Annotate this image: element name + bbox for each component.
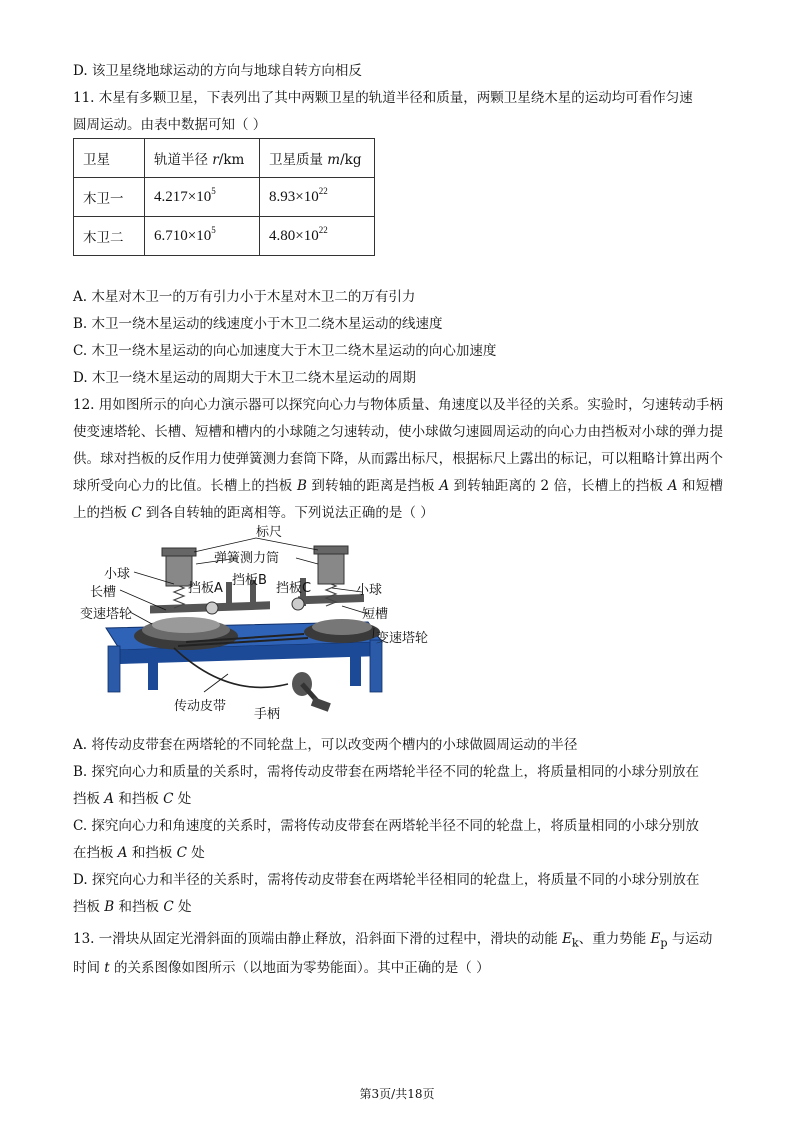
centripetal-force-apparatus-figure	[78, 524, 448, 724]
q12-stem: 12. 用如图所示的向心力演示器可以探究向心力与物体质量、角速度以及半径的关系。实验时，匀速转动手柄使变速塔轮、长槽、短槽和槽内的小球随之匀速转动，使小球做匀速圆周运动的向心力由挡板对小球的弹力提供。球对挡板的反作用力使弹簧测力套筒下降，从而露出标尺，根据标尺上露出的标记，可以粗略计算出两个球所受向心力的比值。长槽上的挡板 B 到转轴的距离是挡板 A 到转轴距离的 2 倍，长槽上的挡板 A 和短槽上的挡板 C 到各自转轴的距离相等。下列说法正确的是（ ）	[73, 397, 723, 521]
header-radius: 轨道半径 r/km	[145, 139, 260, 178]
satellite-table	[73, 138, 375, 256]
satellite-name: 木卫一	[74, 178, 145, 217]
q11-option-a: A. 木星对木卫一的万有引力小于木星对木卫二的万有引力	[73, 289, 416, 305]
table-header-row	[74, 139, 375, 178]
label-tower-right: 变速塔轮	[376, 631, 429, 646]
q10-option-d: D. 该卫星绕地球运动的方向与地球自转方向相反	[73, 63, 362, 79]
q11-option-d: D. 木卫一绕木星运动的周期大于木卫二绕木星运动的周期	[73, 370, 416, 386]
label-plate-a: 挡板A	[188, 581, 223, 596]
header-mass: 卫星质量 m/kg	[260, 139, 375, 178]
label-plate-b: 挡板B	[232, 573, 267, 588]
header-satellite: 卫星	[74, 139, 145, 178]
label-ball-left: 小球	[104, 567, 131, 582]
q12-option-a: A. 将传动皮带套在两塔轮的不同轮盘上，可以改变两个槽内的小球做圆周运动的半径	[73, 737, 578, 753]
mass-value: $4.80\times 10^{22}$	[260, 217, 375, 256]
q13-stem-line1: 13. 一滑块从固定光滑斜面的顶端由静止释放，沿斜面下滑的过程中，滑块的动能 $E_k$、重力势能 $E_p$ 与运动	[73, 931, 713, 950]
radius-value: $6.710\times 10^5$	[145, 217, 260, 256]
page-footer: 第3页/共18页	[359, 1087, 435, 1101]
table-row	[74, 217, 375, 256]
label-tower-left: 变速塔轮	[80, 607, 133, 622]
label-belt: 传动皮带	[174, 699, 227, 714]
q11-stem-line2: 圆周运动。由表中数据可知（ ）	[73, 117, 267, 133]
q11-stem-line1: 11. 木星有多颗卫星，下表列出了其中两颗卫星的轨道半径和质量，两颗卫星绕木星的运动均可看作匀速	[73, 90, 693, 106]
q12-option-c-line1: C. 探究向心力和角速度的关系时，需将传动皮带套在两塔轮半径不同的轮盘上，将质量相同的小球分别放	[73, 818, 699, 834]
label-ruler: 标尺	[256, 525, 283, 540]
q12-option-b-line1: B. 探究向心力和质量的关系时，需将传动皮带套在两塔轮半径不同的轮盘上，将质量相同的小球分别放在	[73, 764, 700, 780]
label-long-groove: 长槽	[90, 585, 117, 600]
q11-option-b: B. 木卫一绕木星运动的线速度小于木卫二绕木星运动的线速度	[73, 316, 443, 332]
q13-stem-line2: 时间 t 的关系图像如图所示（以地面为零势能面）。其中正确的是（ ）	[73, 960, 490, 976]
label-spring-sleeve: 弹簧测力筒	[214, 551, 280, 566]
label-plate-c: 挡板C	[276, 581, 312, 596]
q12-option-d-line2: 挡板 B 和挡板 C 处	[73, 899, 192, 915]
q12-option-c-line2: 在挡板 A 和挡板 C 处	[73, 845, 205, 861]
q12-option-d-line1: D. 探究向心力和半径的关系时，需将传动皮带套在两塔轮半径相同的轮盘上，将质量不同的小球分别放在	[73, 872, 700, 888]
radius-value: $4.217\times 10^5$	[145, 178, 260, 217]
label-handle: 手柄	[254, 707, 281, 722]
table-row	[74, 178, 375, 217]
mass-value: $8.93\times 10^{22}$	[260, 178, 375, 217]
label-ball-right: 小球	[356, 583, 383, 598]
satellite-name: 木卫二	[74, 217, 145, 256]
q11-option-c: C. 木卫一绕木星运动的向心加速度大于木卫二绕木星运动的向心加速度	[73, 343, 497, 359]
q12-option-b-line2: 挡板 A 和挡板 C 处	[73, 791, 192, 807]
label-short-groove: 短槽	[362, 607, 389, 622]
